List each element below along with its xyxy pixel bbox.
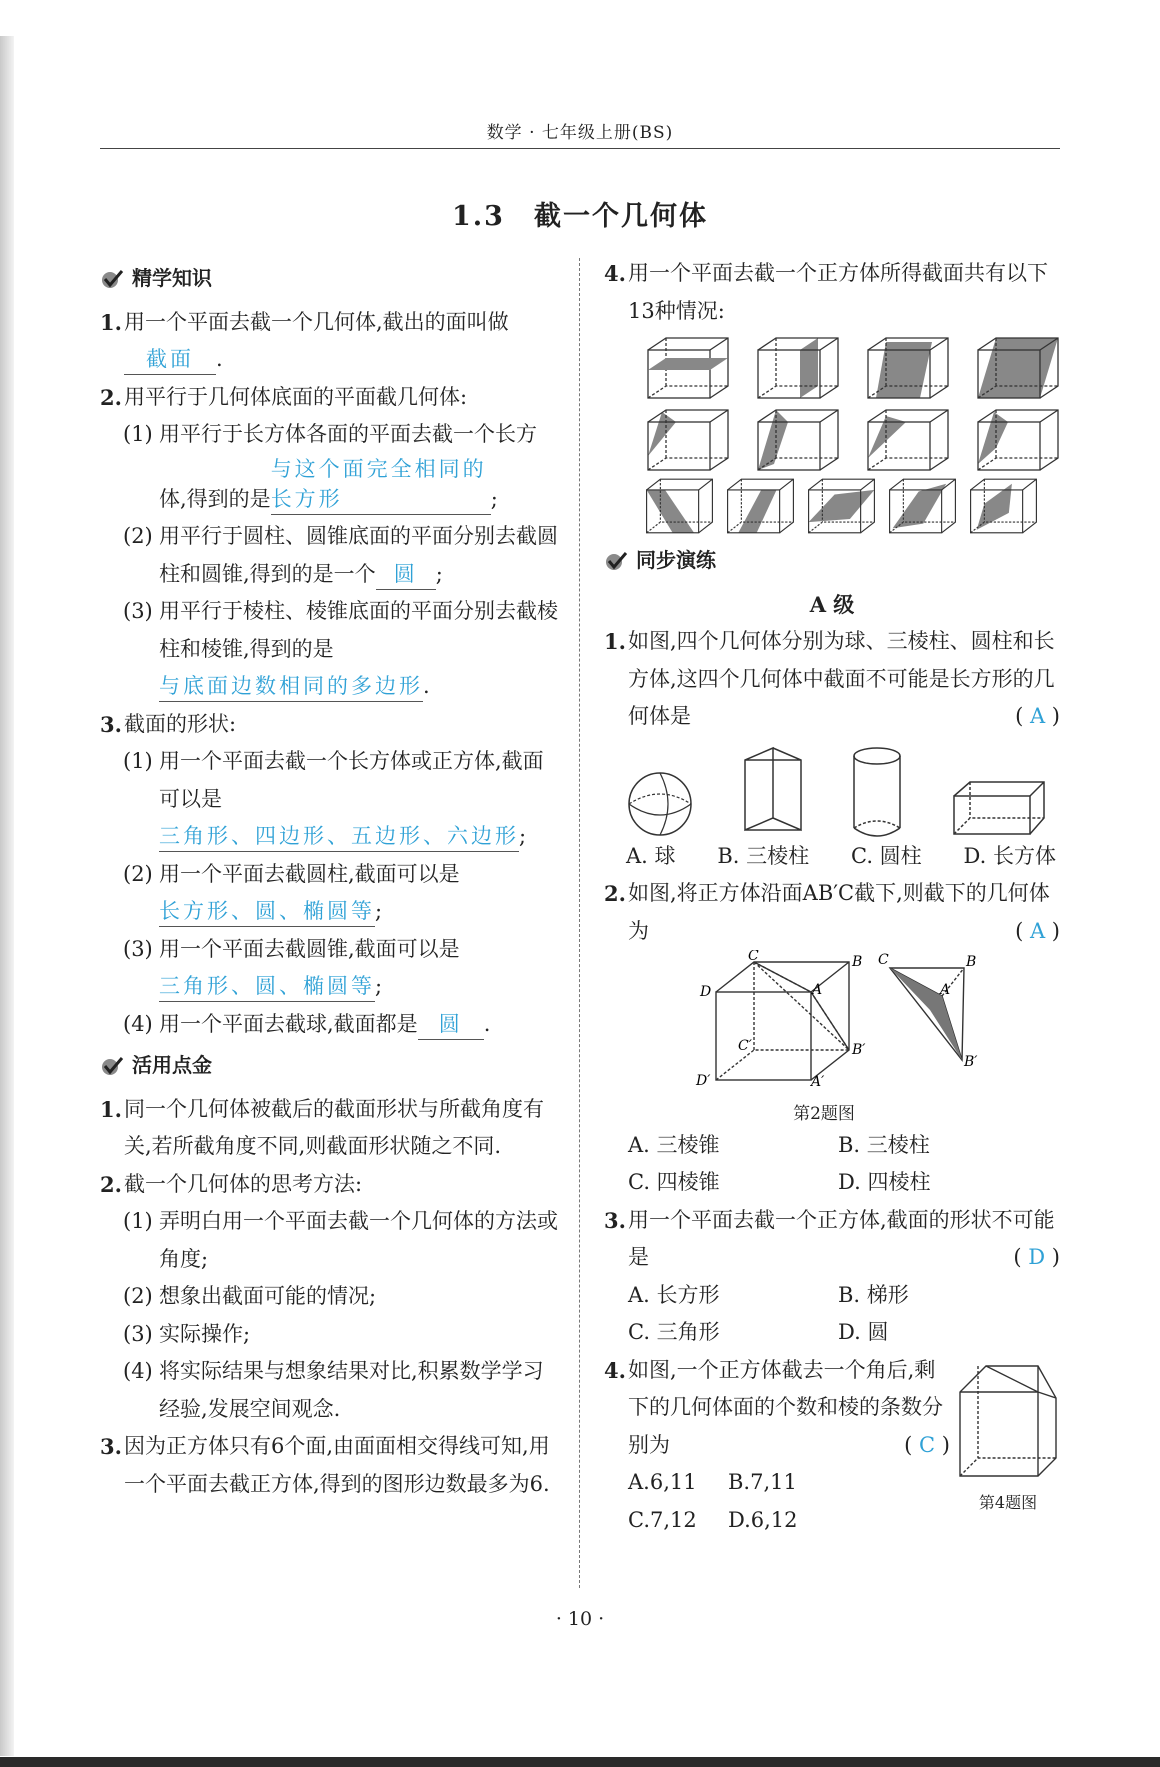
sub-item: (3) 用平行于棱柱、棱锥底面的平面分别去截棱柱和棱锥,得到的是与底面边数相同的多边形. <box>100 593 560 706</box>
sub-item: (2) 用一个平面去截圆柱,截面可以是长方形、圆、椭圆等; <box>100 856 560 931</box>
svg-text:B: B <box>966 954 977 970</box>
cube-section-figure <box>642 476 717 536</box>
question: 4. 如图,一个正方体截去一个角后,剩下的几何体面的个数和棱的条数分别为 ( C ) <box>604 1357 950 1457</box>
svg-text:C′: C′ <box>738 1038 752 1054</box>
options: A.6,11 B.7,11 C.7,12 D.6,12 <box>628 1470 798 1532</box>
answer: D <box>1028 1245 1046 1269</box>
cylinder-figure <box>851 746 903 838</box>
cube-section-figure <box>804 476 879 536</box>
cube-section-figure <box>972 408 1070 474</box>
cube-section-figure <box>885 476 960 536</box>
tip-item: 1. 同一个几何体被截后的截面形状与所截角度有关,若所截角度不同,则截面形状随之不同. <box>100 1096 544 1158</box>
sub-item: (1) 弄明白用一个平面去截一个几何体的方法或角度; <box>123 1209 558 1271</box>
sub-item: (1) 用平行于长方体各面的平面去截一个长方体,得到的是与这个面完全相同的长方形 ; <box>100 416 560 518</box>
check-icon <box>100 268 124 290</box>
svg-text:B′: B′ <box>964 1054 978 1070</box>
page-edge-shadow <box>0 36 14 1756</box>
svg-text:B: B <box>852 954 863 970</box>
answer-blank: 与底面边数相同的多边形 <box>159 671 423 702</box>
cube-section-figure <box>723 476 798 536</box>
question-figure <box>694 950 1060 1127</box>
sub-item: (3) 用一个平面去截圆锥,截面可以是三角形、圆、椭圆等; <box>100 931 560 1006</box>
cube-section-figure <box>862 336 960 402</box>
options: A. 长方形 B. 梯形 C. 三角形 D. 圆 <box>628 1282 909 1344</box>
tip-item: 2. 截一个几何体的思考方法: <box>100 1171 363 1197</box>
question: 1. 如图,四个几何体分别为球、三棱柱、圆柱和长方体,这四个几何体中截面不可能是长方形的几何体是 ( A ) <box>604 629 1060 728</box>
answer: A <box>1029 704 1046 728</box>
answer: C <box>919 1432 936 1457</box>
triangular-prism-figure <box>741 746 805 838</box>
cube-section-figure <box>642 408 740 474</box>
cube-section-figure <box>752 408 850 474</box>
options: A. 三棱锥 B. 三棱柱 C. 四棱锥 D. 四棱柱 <box>628 1132 931 1194</box>
level-heading: A 级 <box>809 591 855 617</box>
question-figure <box>956 1362 1060 1517</box>
svg-text:D′: D′ <box>696 1073 711 1088</box>
sub-item: (2) 想象出截面可能的情况; <box>123 1284 377 1308</box>
question: 2. 如图,将正方体沿面AB′C截下,则截下的几何体为 ( A ) <box>604 881 1060 943</box>
figure-caption: 第4题图 <box>978 1493 1038 1512</box>
tip-item: 3. 因为正方体只有6个面,由面面相交得线可知,用一个平面去截正方体,得到的图形边数最多为6. <box>100 1434 550 1496</box>
cut-cube-figure <box>956 1362 1060 1478</box>
section-heading: 同步演练 <box>604 542 1060 580</box>
answer: A <box>1029 918 1046 943</box>
cube-section-figure <box>862 408 960 474</box>
solid-figures <box>626 746 1046 838</box>
svg-text:A′: A′ <box>811 1074 825 1088</box>
answer-blank: 与这个面完全相同的长方形 <box>271 454 491 515</box>
cube-section-figure <box>972 336 1070 402</box>
answer-blank: 三角形、四边形、五边形、六边形 <box>159 821 519 852</box>
knowledge-item: 2. 用平行于几何体底面的平面截几何体: <box>100 384 468 410</box>
knowledge-item: 4. 用一个平面去截一个正方体所得截面共有以下13种情况: <box>604 261 1048 323</box>
check-icon <box>604 550 628 572</box>
answer-blank: 三角形、圆、椭圆等 <box>159 971 375 1002</box>
page-number: · 10 · <box>555 1608 605 1630</box>
check-icon <box>100 1055 124 1077</box>
section-heading: 活用点金 <box>100 1047 560 1085</box>
question-4-block <box>604 1352 1060 1540</box>
svg-text:C: C <box>878 952 889 968</box>
right-column <box>604 255 1060 1539</box>
svg-text:B′: B′ <box>852 1042 866 1058</box>
sub-item: (1) 用一个平面去截一个长方体或正方体,截面可以是三角形、四边形、五边形、六边形; <box>100 743 560 856</box>
svg-text:D: D <box>700 984 712 1000</box>
svg-text:C: C <box>748 950 759 964</box>
svg-text:A: A <box>940 982 951 998</box>
figure-caption: 第2题图 <box>793 1103 855 1124</box>
cube-cut-figure <box>694 950 984 1088</box>
knowledge-item: 1. 用一个平面去截一个几何体,截出的面叫做 截面 . <box>100 304 560 379</box>
cross-section-grid <box>642 336 1060 474</box>
sub-item: (4) 将实际结果与想象结果对比,积累数学学习经验,发展空间观念. <box>123 1359 544 1421</box>
section-heading: 精学知识 <box>100 260 560 298</box>
answer-blank: 长方形、圆、椭圆等 <box>159 896 375 927</box>
cube-section-figure <box>752 336 850 402</box>
answer-blank: 截面 <box>124 344 216 375</box>
header-rule <box>100 148 1060 149</box>
sub-item: (3) 实际操作; <box>123 1321 251 1346</box>
svg-text:A: A <box>812 982 823 998</box>
question: 3. 用一个平面去截一个正方体,截面的形状不可能是 ( D ) <box>604 1207 1060 1269</box>
sub-item: (4) 用一个平面去截球,截面都是 圆 . <box>100 1006 560 1044</box>
running-header: 数学 · 七年级上册(BS) <box>486 123 674 143</box>
sub-item: (2) 用平行于圆柱、圆锥底面的平面分别去截圆柱和圆锥,得到的是一个 圆 ; <box>100 518 560 593</box>
column-divider <box>579 258 580 1588</box>
cube-section-figure <box>966 476 1041 536</box>
section-title: 1.3 截一个几何体 <box>452 201 708 232</box>
bottom-bar <box>0 1757 1160 1767</box>
solid-labels: A. 球 B. 三棱柱 C. 圆柱 D. 长方体 <box>626 843 1056 868</box>
sphere-figure <box>626 768 694 838</box>
cross-section-grid <box>642 476 1060 536</box>
answer-blank: 圆 <box>418 1009 484 1040</box>
cube-section-figure <box>642 336 740 402</box>
left-column <box>100 258 560 1503</box>
answer-blank: 圆 <box>376 559 436 590</box>
knowledge-item: 3. 截面的形状: <box>100 711 237 737</box>
cuboid-figure <box>950 778 1046 838</box>
